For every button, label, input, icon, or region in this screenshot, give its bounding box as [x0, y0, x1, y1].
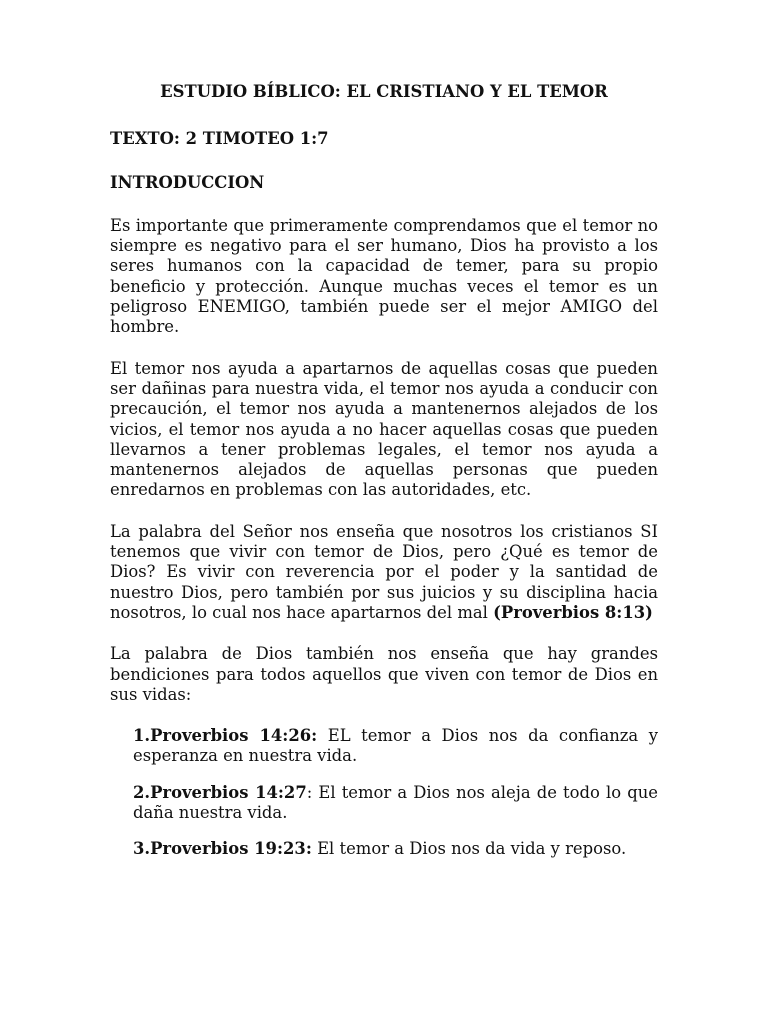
list-item-reference: 3.Proverbios 19:23: [133, 839, 312, 859]
list-item [133, 783, 658, 824]
list-item-text: El temor a Dios nos da vida y reposo. [311, 839, 627, 859]
paragraph-fear-helps: El temor nos ayuda a apartarnos de aquellas cosas que pueden ser dañinas para nuestra vida, el temor nos ayuda a conducir con precaución, el temor nos ayuda a mantenernos alejados de los vicios, el temor nos ayuda a no hacer aquellas cosas que pueden llevarnos a tener problemas legales, el temor nos ayuda a mantenernos alejados de aquellas personas que pueden enredarnos en problemas con las autoridades, etc. [110, 358, 658, 500]
list-item-reference: 1.Proverbios 14:26: [133, 726, 318, 746]
paragraph-fear-of-god [110, 522, 658, 623]
paragraph-blessings: La palabra de Dios también nos enseña que hay grandes bendiciones para todos aquellos que viven con temor de Dios en sus vidas: [110, 644, 658, 704]
scripture-text-heading: TEXTO: 2 TIMOTEO 1:7 [110, 129, 329, 149]
blessings-list [110, 726, 658, 859]
document-page [110, 82, 658, 876]
list-item-reference: 2.Proverbios 14:27 [133, 782, 307, 802]
list-item-text: EL temor a Dios nos da confianza y esperanza en nuestra vida. [133, 726, 658, 766]
list-item [133, 726, 658, 767]
paragraph-fear-of-god-text: La palabra del Señor nos enseña que nosotros los cristianos SI tenemos que vivir con temor de Dios, pero ¿Qué es temor de Dios? Es vivir con reverencia por el poder y la santidad de nuestro Dios, pero también por sus juicios y su disciplina hacia nosotros, lo cual nos hace apartarnos del mal [110, 521, 658, 622]
list-item-text: : El temor a Dios nos aleja de todo lo que daña nuestra vida. [133, 782, 658, 823]
document-title: ESTUDIO BÍBLICO: EL CRISTIANO Y EL TEMOR [160, 82, 608, 101]
list-item [133, 839, 658, 859]
paragraph-intro: Es importante que primeramente comprendamos que el temor no siempre es negativo para el ser humano, Dios ha provisto a los seres humanos con la capacidad de temer, para su propio beneficio y protección. Aunque muchas veces el temor es un peligroso ENEMIGO, también puede ser el mejor AMIGO del hombre. [110, 215, 658, 337]
introduction-heading: INTRODUCCION [110, 172, 265, 192]
proverbs-8-13-reference: (Proverbios 8:13) [493, 602, 653, 622]
